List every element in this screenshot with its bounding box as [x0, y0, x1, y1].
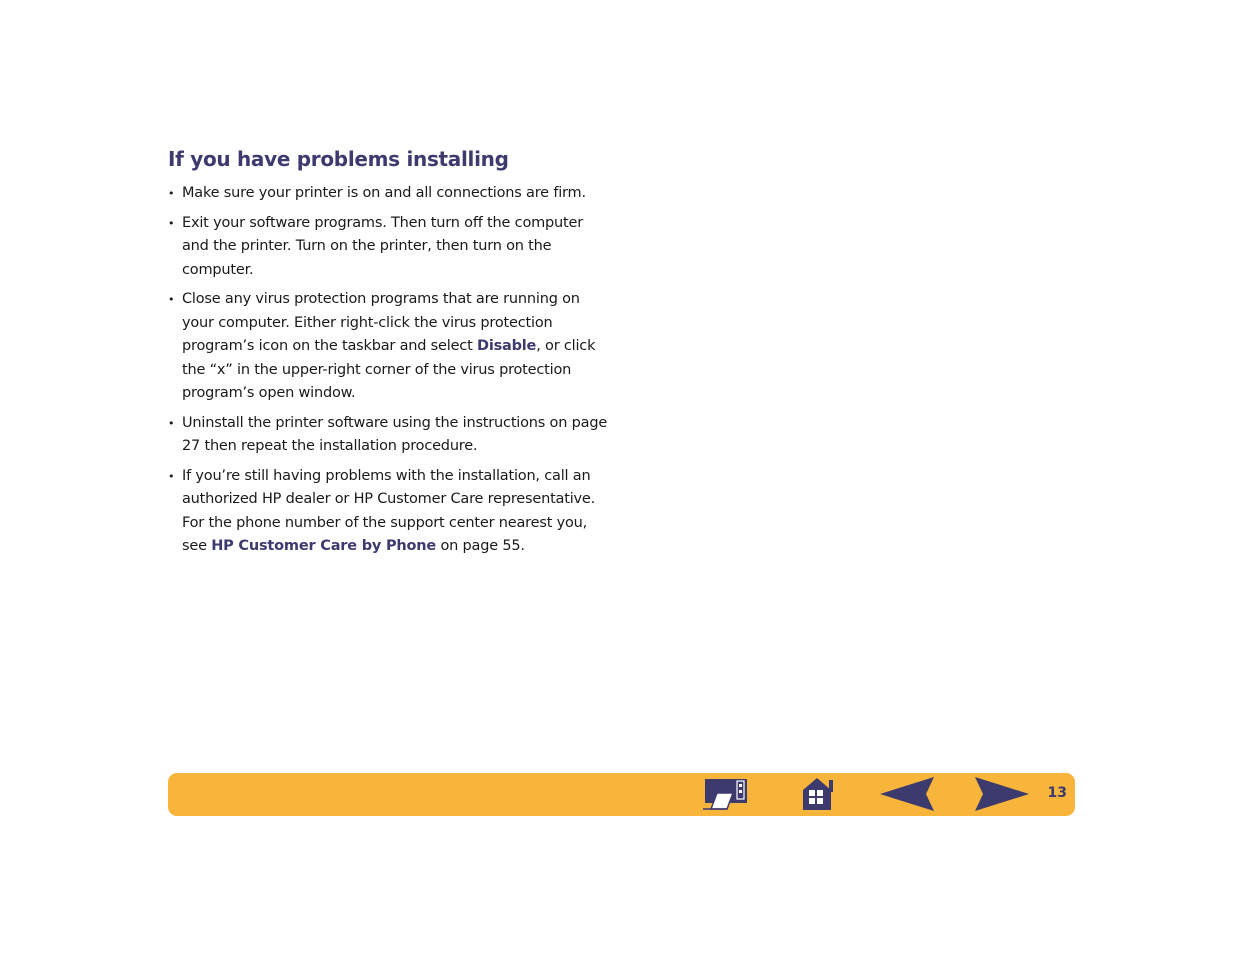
forward-arrow-icon[interactable]	[971, 776, 1029, 812]
bullet-marker: •	[168, 416, 175, 430]
list-item-text: Close any virus protection programs that are running on your computer. Either right-click the virus protection program’s icon on the taskbar and select	[182, 291, 580, 354]
list-item	[168, 412, 608, 459]
bullet-marker: •	[168, 216, 175, 230]
disable-term: Disable	[476, 338, 537, 354]
list-item-text: Uninstall the printer software using the instructions on page 27 then repeat the installation procedure.	[182, 414, 608, 454]
list-item	[168, 182, 608, 206]
list-item-text: Exit your software programs. Then turn off the computer and the printer. Turn on the printer, then turn on the computer.	[182, 214, 583, 278]
bullet-marker: •	[168, 469, 175, 483]
bullet-marker: •	[168, 187, 175, 200]
page-title: If you have problems installing	[168, 147, 509, 171]
list-item	[168, 288, 608, 406]
home-icon[interactable]	[801, 776, 837, 812]
troubleshooting-list	[168, 182, 608, 559]
page-number: 13	[1047, 785, 1067, 801]
list-item	[168, 212, 608, 283]
customer-care-link[interactable]: HP Customer Care by Phone	[211, 538, 437, 554]
list-item-text: If you’re still having problems with the installation, call an authorized HP dealer or HP Customer Care representative. For the phone number of the support center nearest you, see	[182, 467, 596, 554]
navigation-bar	[168, 773, 1075, 816]
main-content	[168, 144, 608, 565]
list-item	[168, 465, 608, 559]
list-item-text: Make sure your printer is on and all connections are firm.	[182, 185, 586, 201]
list-item-text: , or click the “x” in the upper-right corner of the virus protection program’s open window.	[182, 338, 596, 401]
bullet-marker: •	[168, 293, 175, 306]
back-arrow-icon[interactable]	[880, 776, 938, 812]
printer-icon[interactable]	[703, 777, 749, 811]
list-item-text: on page 55.	[436, 538, 525, 554]
